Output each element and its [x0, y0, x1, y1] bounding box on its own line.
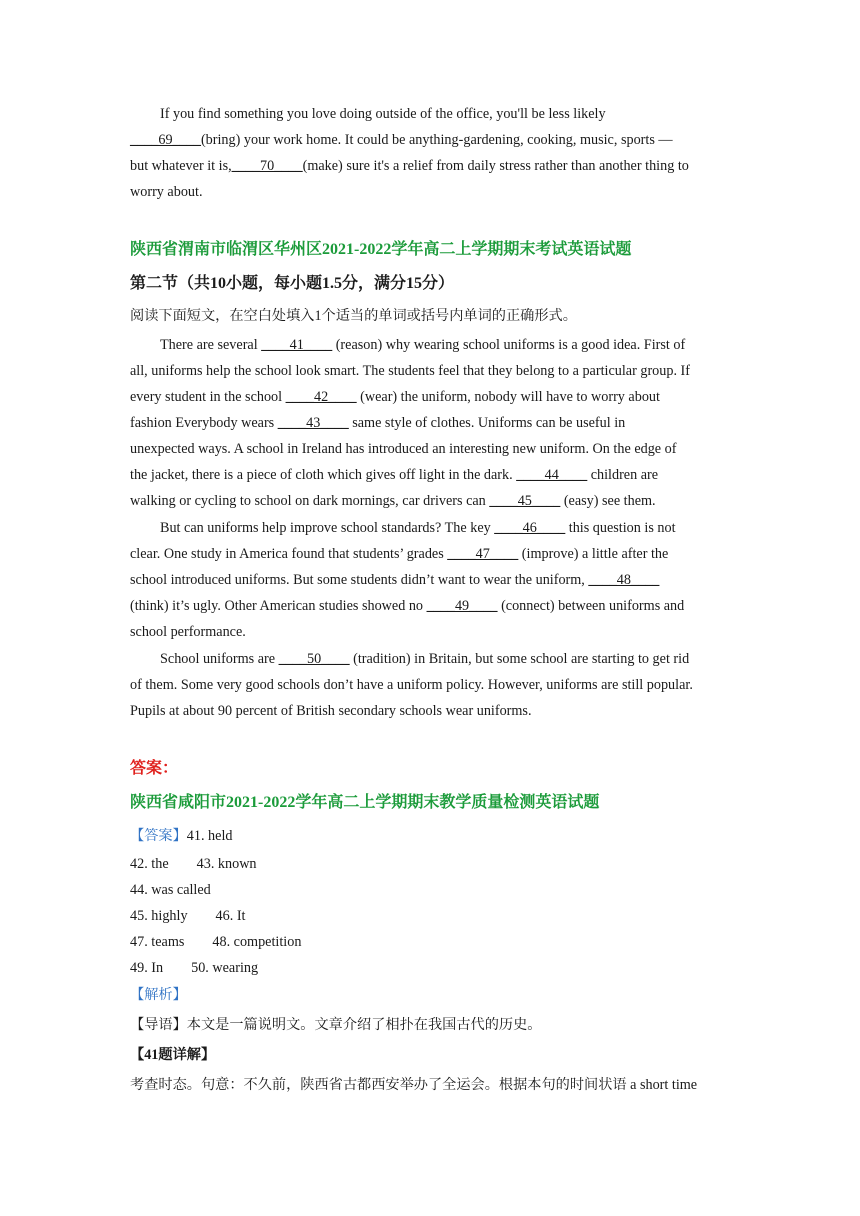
intro-text: 【导语】本文是一篇说明文。文章介绍了相扑在我国古代的历史。 [130, 1017, 542, 1033]
blank-69: ____69____ [130, 132, 201, 148]
analysis-tag: 【解析】 [130, 987, 187, 1003]
answer-row: 【答案】41. held [130, 828, 233, 844]
answers-heading: 答案： [130, 760, 179, 777]
passage-line: walking or cycling to school on dark mornings, car drivers can ____45____ (easy) see them. [130, 493, 656, 509]
answer-row: 47. teams 48. competition [130, 934, 302, 950]
answers-title: 陕西省咸阳市2021-2022学年高二上学期期末教学质量检测英语试题 [130, 794, 600, 811]
passage1-line: but whatever it is,____70____(make) sure it's a relief from daily stress rather than another thing to [130, 158, 689, 174]
q41-text: 考查时态。句意：不久前，陕西省古都西安举办了全运会。根据本句的时间状语 a short time [130, 1077, 698, 1093]
passage1-line: If you find something you love doing outside of the office, you'll be less likely [160, 106, 606, 122]
passage1-line: worry about. [130, 184, 203, 200]
q41-heading: 【41题详解】 [130, 1047, 216, 1063]
section-subtitle: 第二节（共10小题，每小题1.5分，满分15分） [130, 275, 455, 292]
passage-line: all, uniforms help the school look smart. The students feel that they belong to a particular group. If [130, 363, 691, 379]
passage-line: Pupils at about 90 percent of British secondary schools wear uniforms. [130, 703, 532, 719]
passage1-line: ____69____(bring) your work home. It could be anything-gardening, cooking, music, sports — [130, 132, 673, 148]
blank-46: ____46____ [494, 520, 566, 536]
blank-42: ____42____ [285, 389, 357, 405]
passage-line: fashion Everybody wears ____43____ same style of clothes. Uniforms can be useful in [130, 415, 626, 431]
blank-70: ____70____ [231, 158, 303, 174]
passage-line: There are several ____41____ (reason) why wearing school uniforms is a good idea. First of [160, 337, 686, 353]
blank-41: ____41____ [261, 337, 333, 353]
blank-43: ____43____ [277, 415, 349, 431]
passage-line: unexpected ways. A school in Ireland has introduced an interesting new uniform. On the edge of [130, 441, 677, 457]
answer-tag: 【答案】 [130, 828, 187, 844]
answer-row: 42. the 43. known [130, 856, 257, 872]
blank-50: ____50____ [278, 651, 350, 667]
passage-line: every student in the school ____42____ (wear) the uniform, nobody will have to worry about [130, 389, 660, 405]
section-title: 陕西省渭南市临渭区华州区2021-2022学年高二上学期期末考试英语试题 [130, 241, 632, 258]
passage-line: School uniforms are ____50____ (tradition) in Britain, but some school are starting to get rid [160, 651, 690, 667]
instruction: 阅读下面短文，在空白处填入1个适当的单词或括号内单词的正确形式。 [130, 308, 577, 324]
blank-47: ____47____ [447, 546, 519, 562]
answer-row: 45. highly 46. It [130, 908, 246, 924]
blank-44: ____44____ [516, 467, 588, 483]
passage-line: (think) it’s ugly. Other American studies showed no ____49____ (connect) between uniforms and [130, 598, 685, 614]
passage-line: of them. Some very good schools don’t have a uniform policy. However, uniforms are still popular. [130, 677, 693, 693]
answer-row: 44. was called [130, 882, 211, 898]
passage-line: school introduced uniforms. But some students didn’t want to wear the uniform, ____48____ [130, 572, 660, 588]
passage-line: clear. One study in America found that students’ grades ____47____ (improve) a little after the [130, 546, 669, 562]
blank-49: ____49____ [426, 598, 498, 614]
blank-48: ____48____ [588, 572, 660, 588]
answer-row: 49. In 50. wearing [130, 960, 259, 976]
passage-line: the jacket, there is a piece of cloth which gives off light in the dark. ____44____ children are [130, 467, 659, 483]
passage-line: But can uniforms help improve school standards? The key ____46____ this question is not [160, 520, 676, 536]
blank-45: ____45____ [489, 493, 561, 509]
passage-line: school performance. [130, 624, 246, 640]
